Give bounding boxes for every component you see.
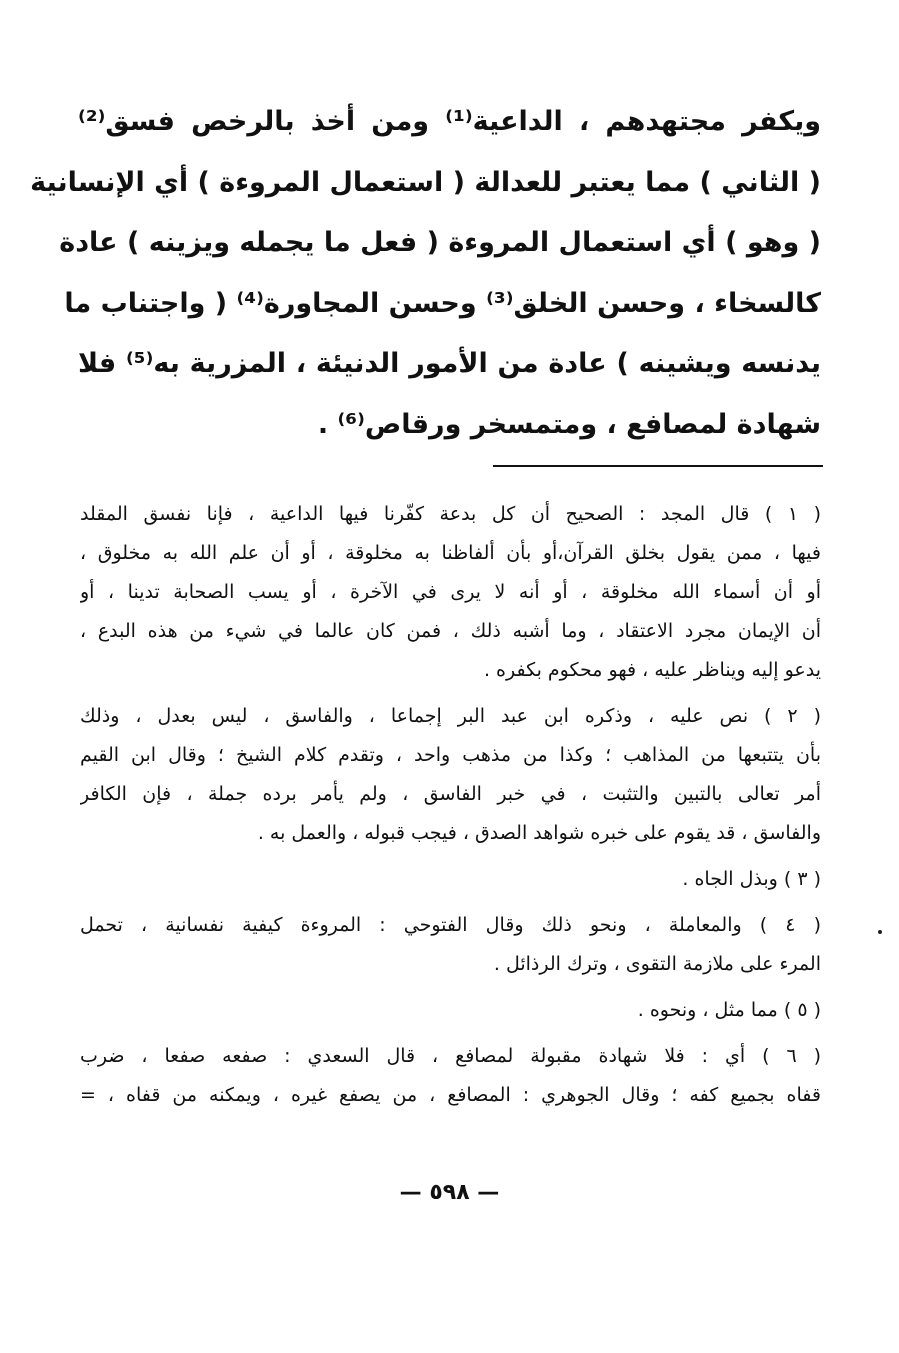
footnote-4 bbox=[80, 906, 821, 984]
main-text-line-2: ( الثاني ) مما يعتبر للعدالة ( استعمال المروءة ) أي الإنسانية bbox=[30, 166, 821, 198]
footnote-1-line-5: يدعو إليه ويناظر عليه ، فهو محكوم بكفره . bbox=[483, 659, 821, 681]
footnote-1-line-2: فيها ، ممن يقول بخلق القرآن،أو بأن ألفاظنا به مخلوقة ، أو أن علم الله به مخلوق ، bbox=[80, 542, 821, 564]
footnote-4-line-1: ( ٤ ) والمعاملة ، ونحو ذلك وقال الفتوحي : المروءة كيفية نفسانية ، تحمل bbox=[80, 914, 821, 936]
footnote-6 bbox=[80, 1037, 821, 1115]
footnote-2-line-1: ( ٢ ) نص عليه ، وذكره ابن عبد البر إجماعا ، والفاسق ، ليس بعدل ، وذلك bbox=[80, 705, 821, 727]
footnote-2-line-4: والفاسق ، قد يقوم على خبره شواهد الصدق ، فيجب قبوله ، والعمل به . bbox=[257, 822, 821, 844]
footnotes bbox=[80, 495, 821, 1122]
main-text-line-1: ويكفر مجتهدهم ، الداعية⁽¹⁾ ومن أخذ بالرخص فسق⁽²⁾ bbox=[78, 106, 821, 137]
main-text-line-6: شهادة لمصافع ، ومتمسخر ورقاص⁽⁶⁾ . bbox=[317, 408, 821, 440]
footnote-3 bbox=[80, 860, 821, 899]
footnote-2 bbox=[80, 697, 821, 853]
page-number: — ٥٩٨ — bbox=[399, 1180, 500, 1205]
footnote-3-line-1: ( ٣ ) وبذل الجاه . bbox=[682, 868, 821, 890]
footnote-4-line-2: المرء على ملازمة التقوى ، وترك الرذائل . bbox=[493, 953, 821, 975]
main-text-line-4: كالسخاء ، وحسن الخلق⁽³⁾ وحسن المجاورة⁽⁴⁾ ( واجتناب ما bbox=[64, 287, 821, 319]
footnote-5-line-1: ( ٥ ) مما مثل ، ونحوه . bbox=[637, 999, 821, 1021]
footnote-separator bbox=[493, 465, 823, 467]
footnote-2-line-2: بأن يتتبعها من المذاهب ؛ وكذا من مذهب واحد ، وتقدم كلام الشيخ ؛ وقال ابن القيم bbox=[80, 744, 821, 766]
main-text-line-5: يدنسه ويشينه ) عادة من الأمور الدنيئة ، المزرية به⁽⁵⁾ فلا bbox=[78, 348, 822, 379]
footnote-5 bbox=[80, 991, 821, 1030]
footnote-6-line-1: ( ٦ ) أي : فلا شهادة مقبولة لمصافع ، قال السعدي : صفعه صفعا ، ضرب bbox=[80, 1045, 821, 1067]
footnote-6-line-2: قفاه بجميع كفه ؛ وقال الجوهري : المصافع ، من يصفع غيره ، ويمكنه من قفاه ، = bbox=[80, 1084, 821, 1106]
footnote-2-line-3: أمر تعالى بالتبين والتثبت ، في خبر الفاسق ، ولم يأمر برده جملة ، فإن الكافر bbox=[80, 783, 821, 805]
print-speck bbox=[878, 930, 882, 934]
main-text-line-3: ( وهو ) أي استعمال المروءة ( فعل ما يجمله ويزينه ) عادة bbox=[59, 227, 821, 258]
footnote-1-line-1: ( ١ ) قال المجد : الصحيح أن كل بدعة كفّرنا فيها الداعية ، فإنا نفسق المقلد bbox=[80, 503, 821, 525]
main-text bbox=[30, 92, 822, 455]
footnote-1 bbox=[80, 495, 821, 690]
footnote-1-line-3: أو أن أسماء الله مخلوقة ، أو أنه لا يرى في الآخرة ، أو يسب الصحابة تدينا ، أو bbox=[80, 581, 821, 603]
footnote-1-line-4: أن الإيمان مجرد الاعتقاد ، وما أشبه ذلك ، فمن كان عالما في شيء من هذه البدع ، bbox=[80, 620, 821, 642]
